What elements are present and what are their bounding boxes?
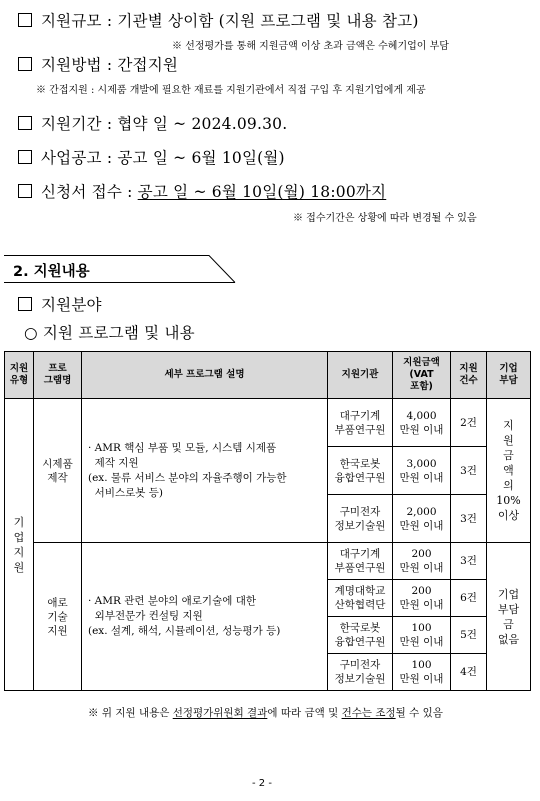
table-row <box>5 543 531 580</box>
checkbox-square-icon <box>18 184 32 198</box>
cell-amount: 2,000 만원 이내 <box>393 495 451 543</box>
table-header-row <box>5 352 531 399</box>
cell-org: 계명대학교 산학협력단 <box>328 580 393 617</box>
cell-program: 애로 기술 지원 <box>34 543 82 691</box>
cell-org: 구미전자 정보기술원 <box>328 654 393 691</box>
item-period: 지원기간 : 협약 일 ~ 2024.09.30. <box>18 112 287 134</box>
cell-org: 한국로봇 융합연구원 <box>328 617 393 654</box>
section-header <box>4 255 236 283</box>
support-table <box>4 351 531 691</box>
header-description: 세부 프로그램 설명 <box>82 352 328 399</box>
cell-count: 3건 <box>451 495 487 543</box>
checkbox-square-icon <box>18 13 32 27</box>
cell-burden: 지 원 금 액 의 10% 이상 <box>487 399 531 543</box>
checkbox-square-icon <box>18 57 32 71</box>
header-amount: 지원금액 (VAT 포함) <box>393 352 451 399</box>
header-organization: 지원기관 <box>328 352 393 399</box>
cell-type: 기 업 지 원 <box>5 399 34 691</box>
item-application: 신청서 접수 : 공고 일 ~ 6월 10일(월) 18:00까지 <box>18 180 386 202</box>
cell-org: 대구기계 부품연구원 <box>328 543 393 580</box>
note-application: ※ 접수기간은 상황에 따라 변경될 수 있음 <box>293 213 477 224</box>
cell-count: 5건 <box>451 617 487 654</box>
cell-burden: 기업 부담 금 없음 <box>487 543 531 691</box>
cell-description: · AMR 핵심 부품 및 모듈, 시스템 시제품 제작 지원 (ex. 물류 서비스 분야의 자율주행이 가능한 서비스로봇 등) <box>82 399 328 543</box>
header-count: 지원 건수 <box>451 352 487 399</box>
note-method: ※ 간접지원 : 시제품 개발에 필요한 재료를 지원기관에서 직접 구입 후 지원기업에게 제공 <box>36 85 426 96</box>
sub-programs: ○ 지원 프로그램 및 내용 <box>24 324 195 342</box>
note-scale: ※ 선정평가를 통해 지원금액 이상 초과 금액은 수혜기업이 부담 <box>172 41 449 52</box>
cell-amount: 4,000 만원 이내 <box>393 399 451 447</box>
header-type: 지원 유형 <box>5 352 34 399</box>
cell-count: 6건 <box>451 580 487 617</box>
checkbox-square-icon <box>18 116 32 130</box>
table-row <box>5 399 531 447</box>
cell-org: 구미전자 정보기술원 <box>328 495 393 543</box>
header-burden: 기업 부담 <box>487 352 531 399</box>
cell-amount: 100 만원 이내 <box>393 654 451 691</box>
cell-count: 3건 <box>451 447 487 495</box>
cell-org: 대구기계 부품연구원 <box>328 399 393 447</box>
cell-count: 4건 <box>451 654 487 691</box>
item-method: 지원방법 : 간접지원 <box>18 53 178 75</box>
checkbox-square-icon <box>18 297 32 311</box>
cell-count: 3건 <box>451 543 487 580</box>
checkbox-square-icon <box>18 150 32 164</box>
cell-count: 2건 <box>451 399 487 447</box>
footnote: ※ 위 지원 내용은 선정평가위원회 결과에 따라 금액 및 건수는 조정될 수 있음 <box>88 707 443 719</box>
item-announcement: 사업공고 : 공고 일 ~ 6월 10일(월) <box>18 146 285 168</box>
cell-description: · AMR 관련 분야의 애로기술에 대한 외부전문가 컨설팅 지원 (ex. 설계, 해석, 시뮬레이션, 성능평가 등) <box>82 543 328 691</box>
cell-amount: 3,000 만원 이내 <box>393 447 451 495</box>
cell-amount: 200 만원 이내 <box>393 543 451 580</box>
cell-amount: 100 만원 이내 <box>393 617 451 654</box>
item-support-field: 지원분야 <box>18 293 102 315</box>
section-title: 2. 지원내용 <box>13 264 90 280</box>
cell-amount: 200 만원 이내 <box>393 580 451 617</box>
item-scale: 지원규모 : 기관별 상이함 (지원 프로그램 및 내용 참고) <box>18 9 419 31</box>
cell-org: 한국로봇 융합연구원 <box>328 447 393 495</box>
cell-program: 시제품 제작 <box>34 399 82 543</box>
header-program: 프로 그램명 <box>34 352 82 399</box>
page-number: - 2 - <box>252 778 272 789</box>
